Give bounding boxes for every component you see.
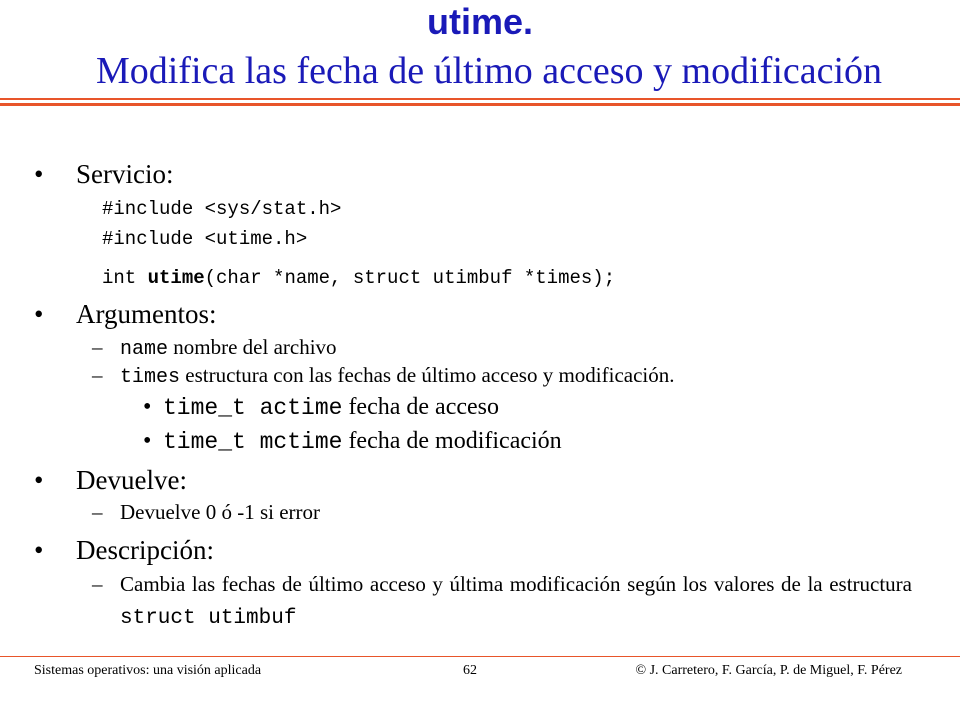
arg-item-times <box>92 362 675 391</box>
mctime-code: time_t mctime <box>163 429 343 455</box>
code-include-sys-stat: #include <sys/stat.h> <box>102 198 342 220</box>
code-prototype <box>102 266 615 290</box>
footer-book-title: Sistemas operativos: una visión aplicada <box>34 663 262 678</box>
arg-sub-actime <box>143 392 499 423</box>
bullet-dot-icon: • <box>34 535 44 565</box>
devuelve-item <box>92 499 320 525</box>
proto-params: (char *name, struct utimbuf *times); <box>204 267 616 289</box>
bullet-dot-icon: • <box>143 394 152 420</box>
dash-icon: – <box>92 363 103 387</box>
footer-copyright: © J. Carretero, F. García, P. de Miguel, F. Pérez <box>635 663 902 678</box>
servicio-label: Servicio: <box>76 159 174 189</box>
arg-times-text: estructura con las fechas de último acceso y modificación. <box>180 363 675 387</box>
mctime-text: fecha de modificación <box>342 428 562 454</box>
arg-item-name <box>92 334 337 363</box>
footer-divider <box>0 656 960 657</box>
descripcion-label: Descripción: <box>76 535 214 565</box>
devuelve-label: Devuelve: <box>76 465 187 495</box>
descripcion-code: struct utimbuf <box>120 607 297 630</box>
descripcion-item <box>92 568 912 635</box>
argumentos-label: Argumentos: <box>76 299 217 329</box>
title-divider-thin <box>0 98 960 100</box>
arg-name-code: name <box>120 338 169 361</box>
bullet-dot-icon: • <box>34 465 44 495</box>
dash-icon: – <box>92 572 103 596</box>
bullet-servicio <box>34 158 173 190</box>
dash-icon: – <box>92 335 103 359</box>
code-include-utime: #include <utime.h> <box>102 228 308 250</box>
descripcion-body: Cambia las fechas de último acceso y última modificación según los valores de la estructura <box>120 572 912 596</box>
bullet-dot-icon: • <box>34 299 44 329</box>
proto-function-name: utime <box>147 267 205 289</box>
bullet-dot-icon: • <box>34 159 44 189</box>
slide-title: utime. <box>426 1 533 42</box>
dash-icon: – <box>92 500 103 524</box>
footer-page-number: 62 <box>463 663 477 678</box>
descripcion-text <box>120 568 912 635</box>
proto-return-type: int <box>102 267 148 289</box>
bullet-descripcion <box>34 534 214 566</box>
arg-name-text: nombre del archivo <box>168 335 337 359</box>
arg-times-code: times <box>120 366 181 389</box>
title-divider-thick <box>0 103 960 106</box>
devuelve-text: Devuelve 0 ó -1 si error <box>120 500 321 524</box>
actime-code: time_t actime <box>163 395 343 421</box>
bullet-argumentos <box>34 298 217 330</box>
bullet-devuelve <box>34 464 187 496</box>
actime-text: fecha de acceso <box>342 394 499 420</box>
slide-subtitle: Modifica las fecha de último acceso y modificación <box>95 50 883 92</box>
bullet-dot-icon: • <box>143 428 152 454</box>
arg-sub-mctime <box>143 426 562 457</box>
